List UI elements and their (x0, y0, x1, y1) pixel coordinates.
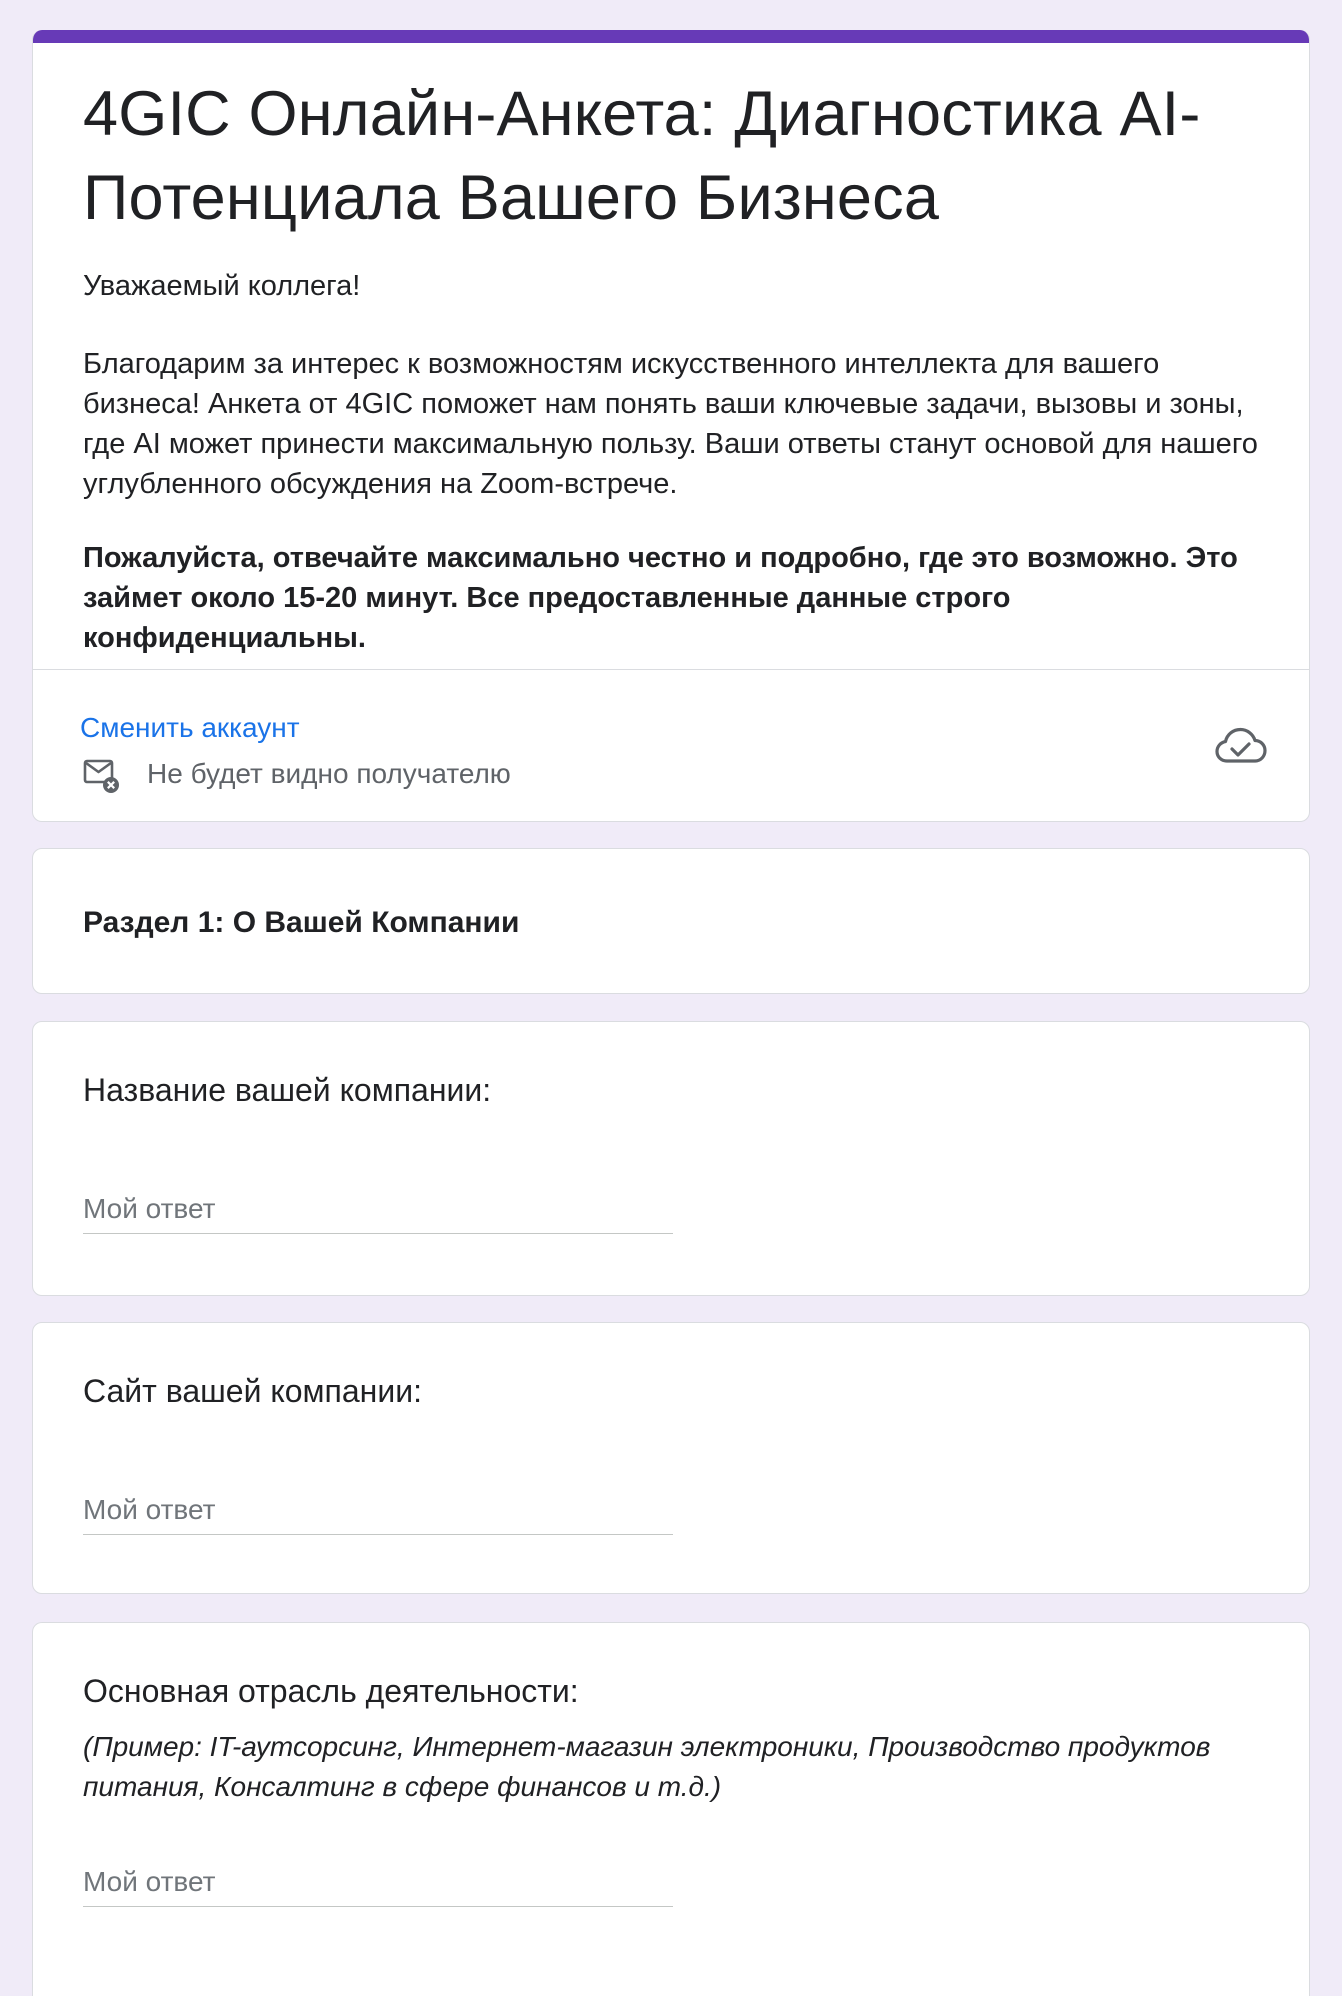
question-card-company-name (32, 1021, 1310, 1296)
form-notice: Пожалуйста, отвечайте максимально честно и подробно, где это возможно. Это займет около 15-20 минут. Все предоставленные данные строго конфиденциальны. (83, 542, 1238, 654)
question-label: Сайт вашей компании: (83, 1373, 422, 1409)
section-title: Раздел 1: О Вашей Компании (83, 906, 520, 939)
email-visibility-text: Не будет видно получателю (147, 758, 511, 789)
form-intro: Благодарим за интерес к возможностям искусственного интеллекта для вашего бизнеса! Анкета от 4GIC поможет нам понять ваши ключевые задачи, вызовы и зоны, где AI может принести максимальную пользу. Ваши ответы станут основой для нашего углубленного обсуждения на Zoom-встрече. (83, 348, 1258, 500)
question-hint: (Пример: IT-аутсорсинг, Интернет-магазин электроники, Производство продуктов питания, Консалтинг в сфере финансов и т.д.) (83, 1731, 1211, 1802)
form-header-card (32, 30, 1310, 822)
form-accent-bar (33, 30, 1309, 43)
form-title: 4GIC Онлайн-Анкета: Диагностика AI-Потенциала Вашего Бизнеса (83, 79, 1201, 233)
mail-hidden-icon (83, 757, 121, 795)
company-name-input[interactable] (83, 1184, 673, 1234)
company-site-input[interactable] (83, 1485, 673, 1535)
question-label: Основная отрасль деятельности: (83, 1673, 579, 1709)
question-card-company-site (32, 1322, 1310, 1594)
question-card-industry (32, 1622, 1310, 1996)
section-header-card (32, 848, 1310, 994)
header-divider (33, 669, 1309, 670)
switch-account-link[interactable]: Сменить аккаунт (80, 712, 300, 743)
cloud-check-icon (1215, 725, 1267, 769)
form-greeting: Уважаемый коллега! (83, 270, 361, 302)
question-label: Название вашей компании: (83, 1072, 492, 1108)
industry-input[interactable] (83, 1857, 673, 1907)
